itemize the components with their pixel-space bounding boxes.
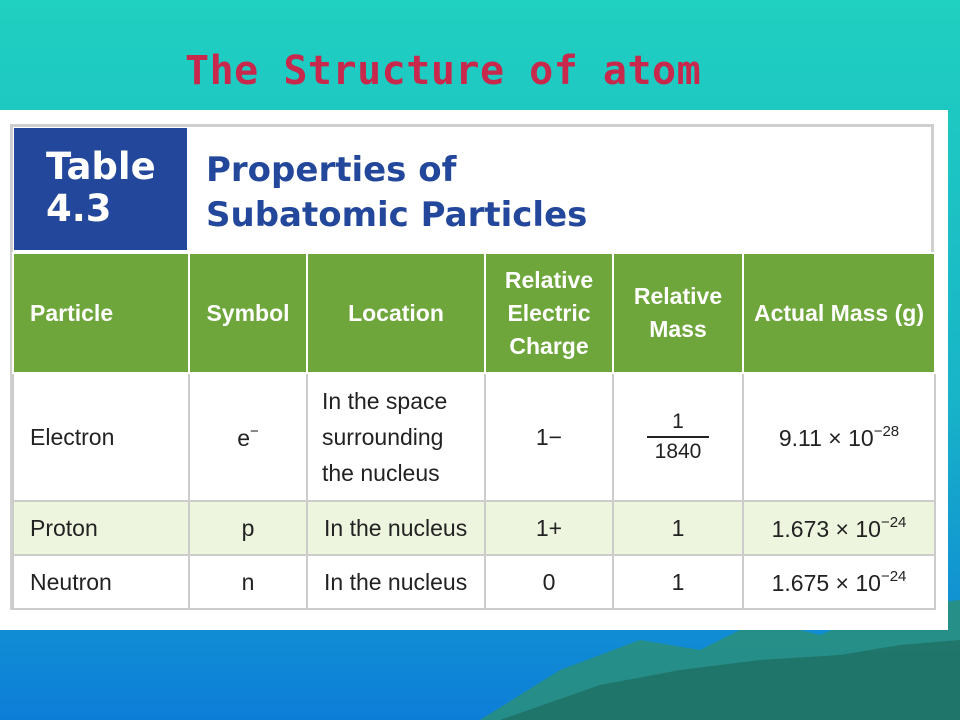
cell-actual-mass: $9.11 \times 10^{-28}$ <box>743 373 935 501</box>
cell-location: In the space surrounding the nucleus <box>307 373 485 501</box>
cell-actual-mass: $1.675 \times 10^{-24}$ <box>743 555 935 609</box>
cell-location: In the nucleus <box>307 555 485 609</box>
fraction: $\frac{1}{1840}$ <box>647 410 710 464</box>
column-header-actual-mass: Actual Mass (g) <box>743 253 935 373</box>
cell-relative-mass <box>613 373 743 501</box>
cell-actual-mass: $1.673 \times 10^{-24}$ <box>743 501 935 555</box>
cell-relative-mass: 1 <box>613 501 743 555</box>
column-header-charge: Relative Electric Charge <box>485 253 613 373</box>
column-header-relative-mass: Relative Mass <box>613 253 743 373</box>
cell-particle: Proton <box>13 501 189 555</box>
cell-charge: 0 <box>485 555 613 609</box>
cell-symbol: p <box>189 501 307 555</box>
table-row-neutron <box>13 555 935 609</box>
table-label: Table <box>46 145 156 188</box>
cell-particle: Neutron <box>13 555 189 609</box>
table-number-box <box>14 128 187 250</box>
cell-charge: 1− <box>485 373 613 501</box>
cell-symbol: e− <box>189 373 307 501</box>
table-title <box>206 148 906 238</box>
cell-relative-mass: 1 <box>613 555 743 609</box>
column-header-symbol: Symbol <box>189 253 307 373</box>
table-number: 4.3 <box>46 187 112 230</box>
cell-location: In the nucleus <box>307 501 485 555</box>
column-header-location: Location <box>307 253 485 373</box>
table-header-row <box>13 253 935 373</box>
particle-properties-table <box>12 252 936 610</box>
table-title-line2: Subatomic Particles <box>206 195 588 235</box>
cell-charge: 1+ <box>485 501 613 555</box>
table-row-proton <box>13 501 935 555</box>
column-header-particle: Particle <box>13 253 189 373</box>
cell-particle: Electron <box>13 373 189 501</box>
table-title-line1: Properties of <box>206 150 457 190</box>
slide-title: The Structure of atom <box>185 48 702 94</box>
cell-symbol: n <box>189 555 307 609</box>
table-row-electron <box>13 373 935 501</box>
